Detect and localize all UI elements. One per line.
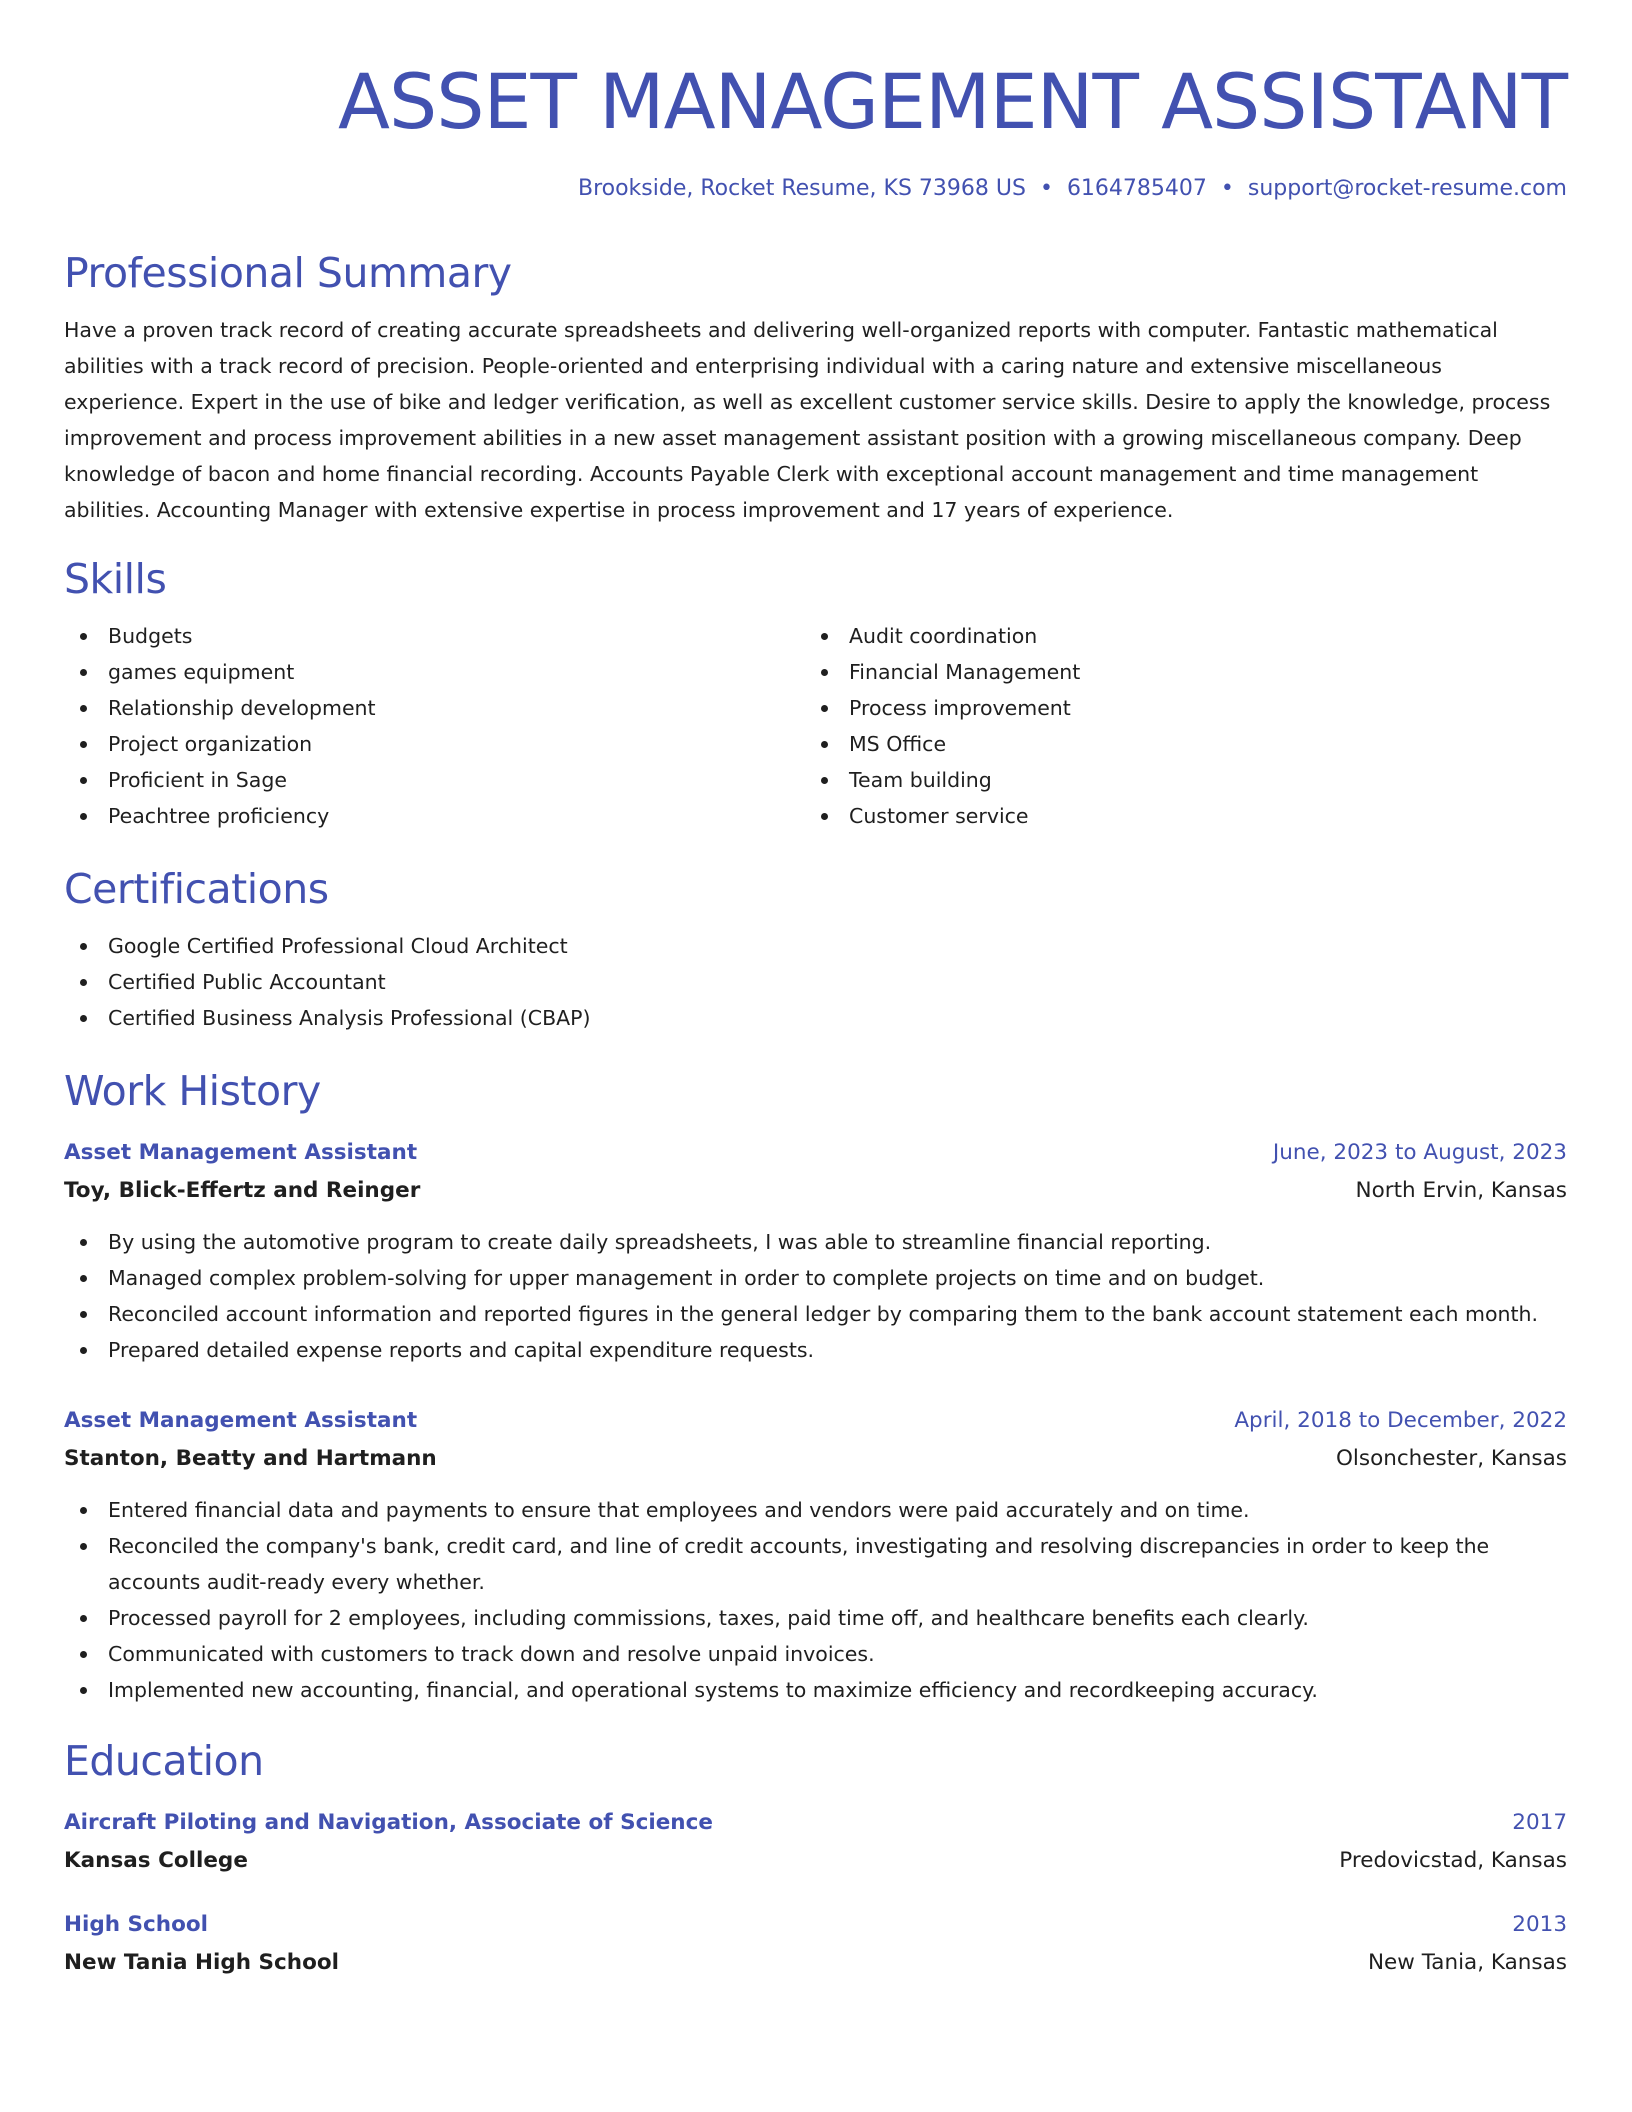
education-entry — [64, 1906, 1567, 1982]
work-history-heading: Work History — [64, 1067, 321, 1115]
skill-item: MS Office — [805, 726, 1546, 762]
job-role: Asset Management Assistant — [64, 1408, 418, 1433]
skill-item: Team building — [805, 762, 1546, 798]
contact-email[interactable]: support@rocket-resume.com — [1247, 176, 1567, 201]
certification-item: Certified Business Analysis Professional (CBAP) — [64, 1000, 1567, 1036]
job-header — [64, 1134, 1567, 1172]
resume-name: ASSET MANAGEMENT ASSISTANT — [337, 57, 1567, 146]
skills-heading: Skills — [64, 555, 167, 603]
education-header — [64, 1804, 1567, 1842]
job-company: Stanton, Beatty and Hartmann — [64, 1446, 437, 1471]
certifications-heading: Certifications — [64, 865, 329, 913]
skill-item: Customer service — [805, 798, 1546, 834]
education-entry — [64, 1804, 1567, 1880]
job-header — [64, 1402, 1567, 1440]
skill-item: Project organization — [64, 726, 805, 762]
contact-separator: • — [1039, 176, 1053, 201]
skill-item: Peachtree proficiency — [64, 798, 805, 834]
certification-item: Certified Public Accountant — [64, 964, 1567, 1000]
skill-item: games equipment — [64, 654, 805, 690]
job-bullet: Implemented new accounting, financial, and operational systems to maximize efficiency and recordkeeping accuracy. — [64, 1672, 1567, 1708]
job-bullet: Reconciled the company's bank, credit card, and line of credit accounts, investigating and resolving discrepancies in order to keep the accounts audit-ready every whether. — [64, 1528, 1567, 1600]
education-school: Kansas College — [64, 1848, 248, 1873]
job-bullet: By using the automotive program to create daily spreadsheets, I was able to streamline financial reporting. — [64, 1224, 1567, 1260]
skill-item: Audit coordination — [805, 618, 1546, 654]
job-subheader — [64, 1440, 1567, 1478]
job-dates: April, 2018 to December, 2022 — [1234, 1408, 1567, 1433]
job-location: Olsonchester, Kansas — [1335, 1446, 1567, 1471]
job-bullet: Reconciled account information and reported figures in the general ledger by comparing them to the bank account statement each month. — [64, 1296, 1567, 1332]
summary-heading: Professional Summary — [64, 249, 512, 297]
education-subheader — [64, 1944, 1567, 1982]
job-entry — [64, 1134, 1567, 1368]
job-entry — [64, 1402, 1567, 1708]
contact-phone: 6164785407 — [1066, 176, 1207, 201]
skill-item: Process improvement — [805, 690, 1546, 726]
education-header — [64, 1906, 1567, 1944]
contact-address: Brookside, Rocket Resume, KS 73968 US — [577, 176, 1026, 201]
skills-columns — [64, 618, 1567, 834]
education-degree: Aircraft Piloting and Navigation, Associate of Science — [64, 1810, 713, 1835]
skills-list-left — [64, 618, 805, 834]
job-bullet: Managed complex problem-solving for upper management in order to complete projects on time and on budget. — [64, 1260, 1567, 1296]
certifications-list — [64, 928, 1567, 1036]
job-bullet: Prepared detailed expense reports and capital expenditure requests. — [64, 1332, 1567, 1368]
education-year: 2013 — [1512, 1912, 1567, 1937]
contact-line — [64, 174, 1567, 204]
job-location: North Ervin, Kansas — [1355, 1178, 1567, 1203]
job-bullets — [64, 1224, 1567, 1368]
job-bullet: Communicated with customers to track down and resolve unpaid invoices. — [64, 1636, 1567, 1672]
education-degree: High School — [64, 1912, 208, 1937]
education-year: 2017 — [1512, 1810, 1567, 1835]
job-company: Toy, Blick-Effertz and Reinger — [64, 1178, 421, 1203]
job-bullets — [64, 1492, 1567, 1708]
skill-item: Financial Management — [805, 654, 1546, 690]
job-bullet: Entered financial data and payments to ensure that employees and vendors were paid accurately and on time. — [64, 1492, 1567, 1528]
certification-item: Google Certified Professional Cloud Architect — [64, 928, 1567, 964]
job-bullet: Processed payroll for 2 employees, including commissions, taxes, paid time off, and healthcare benefits each clearly. — [64, 1600, 1567, 1636]
contact-separator: • — [1220, 176, 1234, 201]
education-school: New Tania High School — [64, 1950, 339, 1975]
education-heading: Education — [64, 1737, 264, 1785]
education-location: New Tania, Kansas — [1367, 1950, 1567, 1975]
job-role: Asset Management Assistant — [64, 1140, 418, 1165]
skill-item: Relationship development — [64, 690, 805, 726]
job-subheader — [64, 1172, 1567, 1210]
skill-item: Proficient in Sage — [64, 762, 805, 798]
resume-page — [64, 52, 1567, 1982]
skill-item: Budgets — [64, 618, 805, 654]
job-dates: June, 2023 to August, 2023 — [1272, 1140, 1567, 1165]
education-location: Predovicstad, Kansas — [1339, 1848, 1567, 1873]
skills-list-right — [805, 618, 1546, 834]
summary-text: Have a proven track record of creating accurate spreadsheets and delivering well-organized reports with computer. Fantastic mathematical abilities with a track record of precision. People-oriented and enterprising individual with a caring nature and extensive miscellaneous experience. Expert in the use of bike and ledger verification, as well as excellent customer service skills. Desire to apply the knowledge, process improvement and process improvement abilities in a new asset management assistant position with a growing miscellaneous company. Deep knowledge of bacon and home financial recording. Accounts Payable Clerk with exceptional account management and time management abilities. Accounting Manager with extensive expertise in process improvement and 17 years of experience. — [64, 318, 1551, 522]
education-subheader — [64, 1842, 1567, 1880]
